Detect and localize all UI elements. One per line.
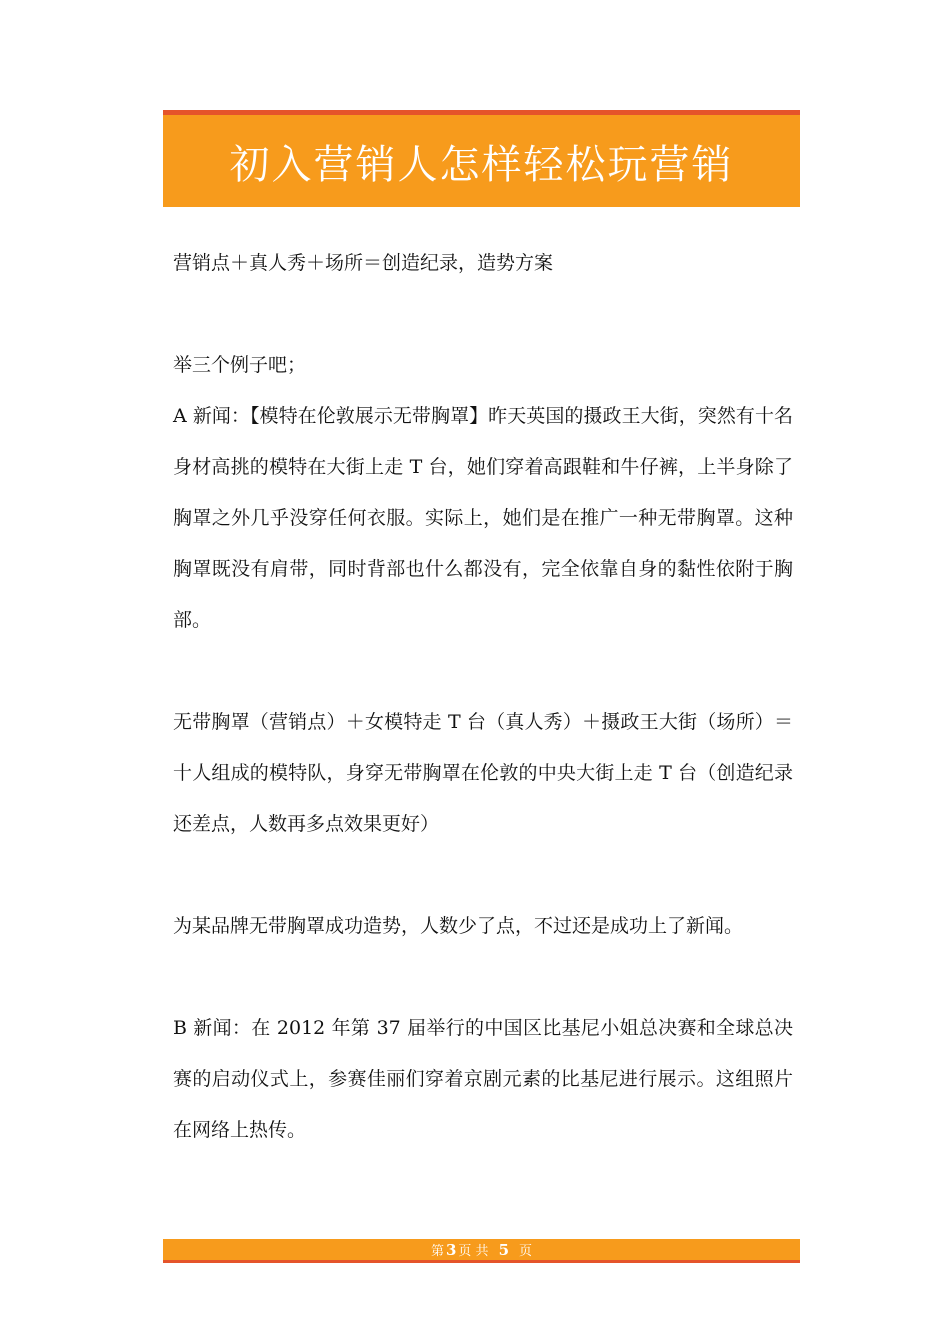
total-pages-number: 5 (498, 1240, 509, 1259)
paragraph-formula: 营销点＋真人秀＋场所＝创造纪录，造势方案 (173, 252, 554, 274)
blank-line (173, 850, 793, 901)
blank-line (173, 289, 793, 340)
document-body (173, 238, 793, 1156)
paragraph-news-b: B 新闻：在 2012 年第 37 届举行的中国区比基尼小姐总决赛和全球总决赛的启动仪式上，参赛佳丽们穿着京剧元素的比基尼进行展示。这组照片在网络上热传。 (173, 1017, 793, 1141)
paragraph-examples-intro: 举三个例子吧； (173, 354, 307, 376)
blank-line (173, 646, 793, 697)
paragraph-news-a: A 新闻：【模特在伦敦展示无带胸罩】昨天英国的摄政王大街，突然有十名身材高挑的模特在大街上走 T 台，她们穿着高跟鞋和牛仔裤，上半身除了胸罩之外几乎没穿任何衣服。实际上，她们是在推广一种无带胸罩。这种胸罩既没有肩带，同时背部也什么都没有，完全依靠自身的黏性依附于胸部。 (173, 405, 793, 631)
paragraph-result-a: 为某品牌无带胸罩成功造势，人数少了点，不过还是成功上了新闻。 (173, 915, 744, 937)
paragraph-analysis-a: 无带胸罩（营销点）＋女模特走 T 台（真人秀）＋摄政王大街（场所）＝十人组成的模特队，身穿无带胸罩在伦敦的中央大街上走 T 台（创造纪录还差点，人数再多点效果更好） (173, 711, 793, 835)
footer-suffix: 页 (519, 1244, 533, 1259)
footer-middle: 页 共 (458, 1244, 489, 1259)
current-page-number: 3 (445, 1240, 457, 1259)
document-title: 初入营销人怎样轻松玩营销 (229, 141, 734, 188)
footer-prefix: 第 (430, 1244, 444, 1259)
title-banner (163, 110, 800, 207)
page-footer (163, 1239, 800, 1263)
blank-line (173, 952, 793, 1003)
